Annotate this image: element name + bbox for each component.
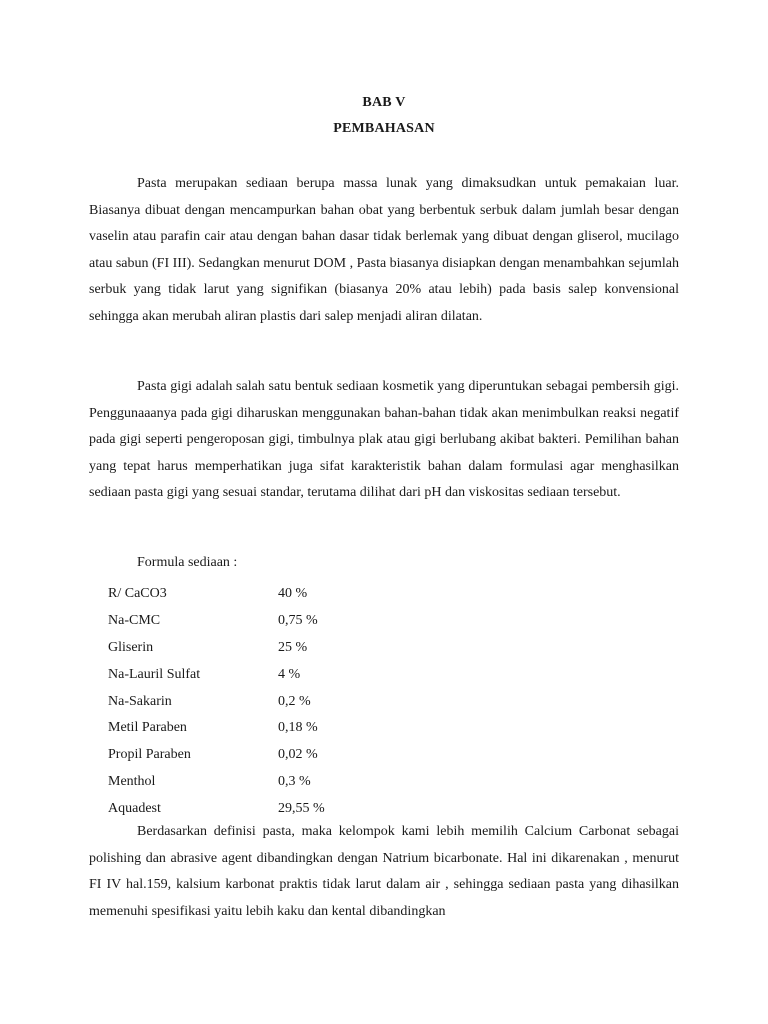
formula-row	[108, 688, 398, 715]
formula-ingredient: Gliserin	[108, 639, 154, 655]
formula-ingredient: Menthol	[108, 773, 156, 789]
formula-ingredient: Propil Paraben	[108, 747, 191, 763]
chapter-heading: BAB V	[362, 95, 406, 110]
formula-row	[108, 661, 398, 688]
formula-amount: 0,75 %	[278, 613, 318, 629]
formula-amount: 0,2 %	[278, 693, 311, 709]
formula-table	[108, 581, 398, 822]
formula-amount: 0,3 %	[278, 773, 311, 789]
formula-amount: 40 %	[278, 586, 308, 602]
formula-row	[108, 581, 398, 608]
paragraph-calcium-carbonat: Berdasarkan definisi pasta, maka kelompok kami lebih memilih Calcium Carbonat sebagai polishing dan abrasive agent dibandingkan dengan Natrium bicarbonate. Hal ini dikarenakan , menurut FI IV hal.159, kalsium karbonat praktis tidak larut dalam air , sehingga sediaan pasta yang dihasilkan memenuhi spesifikasi yaitu lebih kaku dan kental dibandingkan	[89, 824, 679, 919]
formula-ingredient: Na-CMC	[108, 613, 161, 629]
formula-row	[108, 635, 398, 662]
formula-ingredient: Metil Paraben	[108, 720, 187, 736]
formula-row	[108, 769, 398, 796]
formula-amount: 29,55 %	[278, 800, 325, 816]
formula-title: Formula sediaan :	[137, 555, 238, 570]
formula-amount: 4 %	[278, 666, 301, 682]
page-title: PEMBAHASAN	[333, 121, 435, 136]
formula-row	[108, 742, 398, 769]
formula-ingredient: Na-Lauril Sulfat	[108, 666, 201, 682]
formula-row	[108, 608, 398, 635]
formula-row	[108, 715, 398, 742]
paragraph-pasta-definition: Pasta merupakan sediaan berupa massa lunak yang dimaksudkan untuk pemakaian luar. Biasanya dibuat dengan mencampurkan bahan obat yang berbentuk serbuk dalam jumlah besar dengan vaselin atau parafin cair atau dengan bahan dasar tidak berlemak yang dibuat dengan gliserol, mucilago atau sabun (FI III). Sedangkan menurut DOM , Pasta biasanya disiapkan dengan menambahkan sejumlah serbuk yang tidak larut yang signifikan (biasanya 20% atau lebih) pada basis salep konvensional sehingga akan merubah aliran plastis dari salep menjadi aliran dilatan.	[89, 176, 679, 324]
formula-ingredient: R/ CaCO3	[108, 586, 167, 602]
paragraph-pasta-gigi: Pasta gigi adalah salah satu bentuk sediaan kosmetik yang diperuntukan sebagai pembersih gigi. Penggunaaanya pada gigi diharuskan menggunakan bahan-bahan tidak akan menimbulkan reaksi negatif pada gigi seperti pengeroposan gigi, timbulnya plak atau gigi berlubang akibat bakteri. Pemilihan bahan yang tepat harus memperhatikan juga sifat karakteristik bahan dalam formulasi agar menghasilkan sediaan pasta gigi yang sesuai standar, terutama dilihat dari pH dan viskositas sediaan tersebut.	[89, 379, 679, 500]
formula-amount: 0,18 %	[278, 720, 318, 736]
formula-ingredient: Aquadest	[108, 800, 161, 816]
formula-amount: 0,02 %	[278, 747, 318, 763]
formula-ingredient: Na-Sakarin	[108, 693, 172, 709]
formula-amount: 25 %	[278, 639, 308, 655]
